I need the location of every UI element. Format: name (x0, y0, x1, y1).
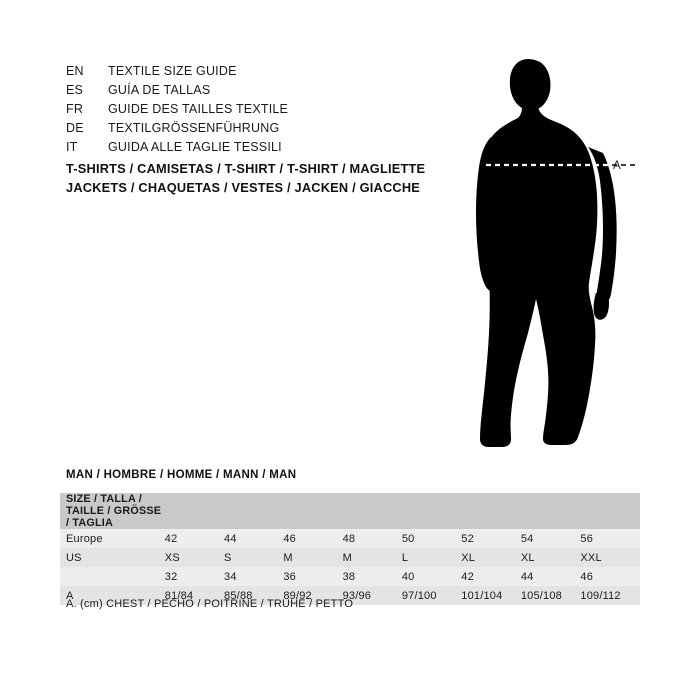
row-cell: 81/84 (165, 586, 224, 605)
row-cell: 42 (165, 529, 224, 548)
size-table-head (60, 493, 640, 529)
row-cell: 54 (521, 529, 581, 548)
row-label: A (60, 586, 165, 605)
language-row (66, 83, 466, 102)
category-list (66, 159, 486, 197)
header-col-3 (283, 493, 342, 529)
language-code: ES (66, 83, 84, 97)
size-table-body (60, 529, 640, 605)
language-text: GUIDA ALLE TAGLIE TESSILI (108, 140, 282, 154)
row-label: Europe (60, 529, 165, 548)
language-text: GUIDE DES TAILLES TEXTILE (108, 102, 289, 116)
row-cell: 42 (461, 567, 521, 586)
language-row (66, 102, 466, 121)
header-col-8 (580, 493, 640, 529)
header-col-2 (224, 493, 283, 529)
row-cell: 44 (224, 529, 283, 548)
table-row (60, 567, 640, 586)
row-cell: 46 (283, 529, 342, 548)
header-col-5 (402, 493, 461, 529)
size-table (60, 493, 640, 605)
row-cell: 97/100 (402, 586, 461, 605)
row-cell: 105/108 (521, 586, 581, 605)
row-cell: 52 (461, 529, 521, 548)
category-tshirts: T-SHIRTS / CAMISETAS / T-SHIRT / T-SHIRT / MAGLIETTE (66, 161, 426, 176)
row-cell: 89/92 (283, 586, 342, 605)
row-cell: XL (461, 548, 521, 567)
row-cell: 34 (224, 567, 283, 586)
table-row (60, 548, 640, 567)
row-cell: XXL (580, 548, 640, 567)
row-cell: 44 (521, 567, 581, 586)
row-cell: XS (165, 548, 224, 567)
row-cell: 50 (402, 529, 461, 548)
row-cell: 109/112 (580, 586, 640, 605)
language-code: FR (66, 102, 84, 116)
table-row (60, 529, 640, 548)
footnote-chest-measure: A. (cm) CHEST / PECHO / POITRINE / TRUHE / PETTO (66, 598, 354, 610)
row-cell: 48 (343, 529, 402, 548)
table-header-row (60, 493, 640, 529)
row-cell: 32 (165, 567, 224, 586)
row-cell: 56 (580, 529, 640, 548)
language-text: TEXTILGRÖSSENFÜHRUNG (108, 121, 280, 135)
language-code: IT (66, 140, 78, 154)
row-cell: 85/88 (224, 586, 283, 605)
row-cell: 93/96 (343, 586, 402, 605)
row-cell: M (283, 548, 342, 567)
row-cell: XL (521, 548, 581, 567)
row-cell: 101/104 (461, 586, 521, 605)
row-cell: 36 (283, 567, 342, 586)
header-col-7 (521, 493, 581, 529)
man-silhouette-figure (460, 55, 670, 455)
row-cell: L (402, 548, 461, 567)
language-code: DE (66, 121, 84, 135)
row-cell: 46 (580, 567, 640, 586)
row-cell: 38 (343, 567, 402, 586)
header-col-1 (165, 493, 224, 529)
language-text: GUÍA DE TALLAS (108, 83, 211, 97)
header-col-6 (461, 493, 521, 529)
language-row (66, 121, 466, 140)
row-cell: S (224, 548, 283, 567)
row-label (60, 567, 165, 586)
row-cell: M (343, 548, 402, 567)
header-size: SIZE / TALLA / TAILLE / GRÖSSE / TAGLIA (60, 493, 165, 529)
row-label: US (60, 548, 165, 567)
category-jackets: JACKETS / CHAQUETAS / VESTES / JACKEN / GIACCHE (66, 180, 421, 195)
header-col-4 (343, 493, 402, 529)
language-code: EN (66, 64, 84, 78)
row-cell: 40 (402, 567, 461, 586)
language-text: TEXTILE SIZE GUIDE (108, 64, 237, 78)
language-row (66, 64, 466, 83)
language-row (66, 140, 466, 159)
language-list (66, 64, 466, 159)
measure-label-a: A (613, 160, 621, 172)
table-title: MAN / HOMBRE / HOMME / MANN / MAN (66, 469, 297, 481)
